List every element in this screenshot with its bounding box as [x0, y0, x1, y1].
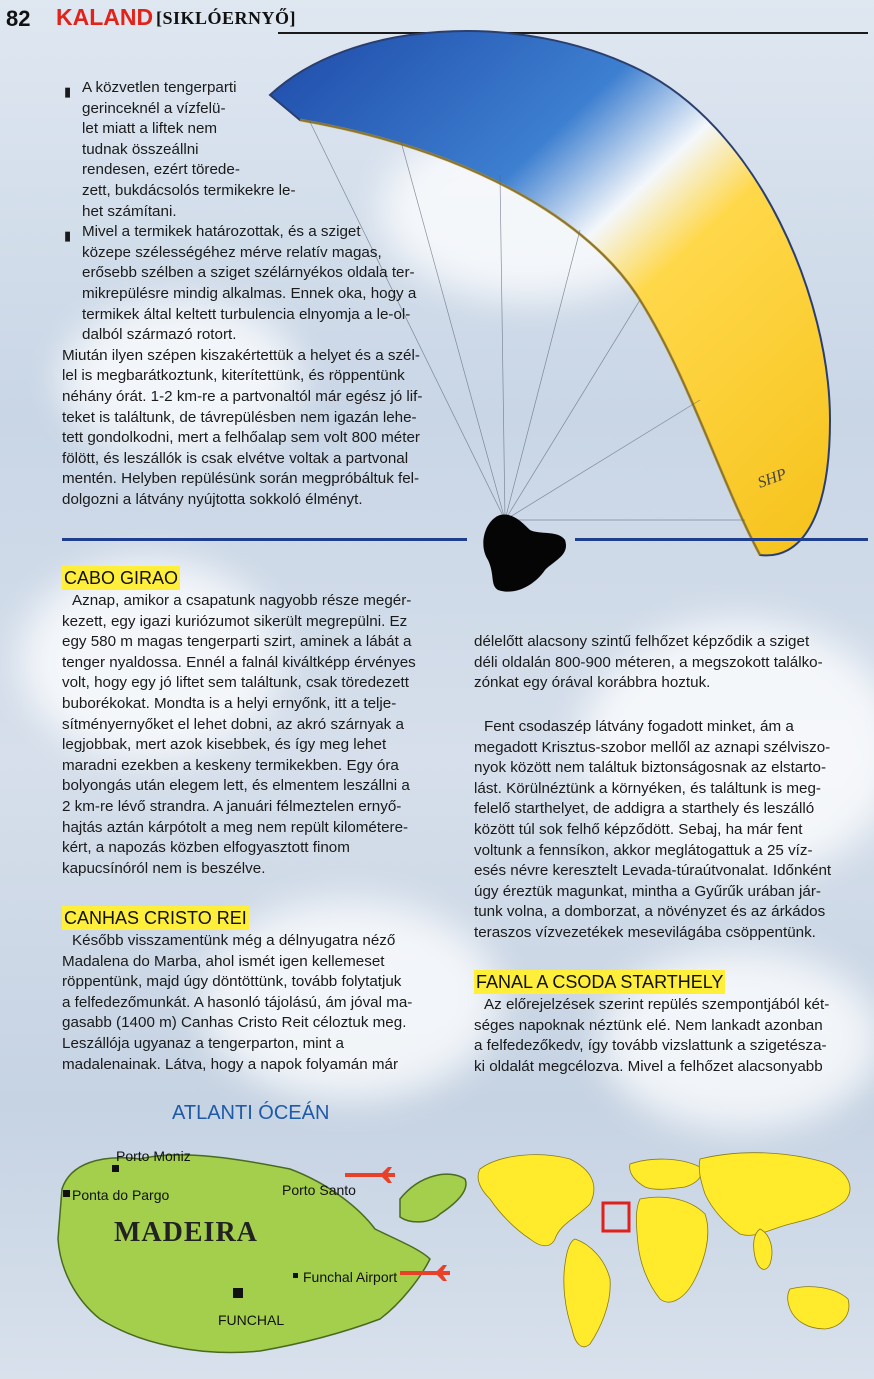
- text-line: esés névre keresztelt Levada-túraútvonalat. Időnként: [474, 862, 832, 880]
- city-marker: [233, 1288, 243, 1298]
- heading-canhas-cristo-rei: CANHAS CRISTO REI: [64, 908, 247, 928]
- divider-rule-right: [575, 538, 868, 541]
- text-line: voltunk a fennsíkon, akkor meglátogattuk a 25 víz-: [474, 841, 813, 859]
- madeira-location-marker: [603, 1203, 629, 1231]
- text-line: mentén. Helyben repülésünk során megpróbáltuk fel-: [62, 470, 420, 488]
- text-line: tett gondolkodni, mert a felhőalap sem volt 800 méter: [62, 429, 420, 447]
- bullet-line: gerinceknél a vízfelü-: [82, 99, 226, 117]
- page-number: 82: [6, 6, 31, 31]
- text-line: Fent csodaszép látvány fogadott minket, ám a: [484, 718, 794, 735]
- text-line: Leszállója ugyanaz a tengerparton, mint a: [62, 1034, 344, 1052]
- divider-rule-left: [62, 538, 467, 541]
- text-line: maradni ezekben a keskeny termikekben. Egy óra: [62, 756, 399, 774]
- porto-santo-island: [400, 1174, 466, 1222]
- airplane-icon: [345, 1167, 395, 1183]
- text-line: Később visszamentünk még a délnyugatra néző: [72, 932, 396, 949]
- text-line: kapucsínóról nem is beszélve.: [62, 859, 266, 877]
- intro-bullet-1: [62, 78, 482, 222]
- map-island-label: MADEIRA: [114, 1217, 258, 1248]
- text-line: sítményernyőket el lehet dobni, az akró szárnyak a: [62, 715, 404, 733]
- text-line: zónkat egy órával korábbra hoztuk.: [474, 674, 711, 692]
- text-line: a felfedezőmunkát. A hasonló tájolású, ám jóval ma-: [62, 993, 413, 1011]
- text-line: bolyongás után elegem lett, és elmentem leszállni a: [62, 777, 410, 795]
- label-porto-moniz: Porto Moniz: [116, 1148, 191, 1164]
- text-line: 2 km-re lévő strandra. A januári félmeztelen ernyő-: [62, 797, 402, 815]
- bullet-line: let miatt a liftek nem: [82, 120, 218, 138]
- text-line: nyok között nem találtuk biztonságosnak az elstarto-: [474, 759, 827, 777]
- intro-paragraph: [62, 346, 482, 511]
- text-line: tunk volna, a domborzat, a növényzet és az árkádos: [474, 903, 826, 921]
- right-para-3: [474, 995, 869, 1077]
- text-line: egy 580 m magas tengerparti szirt, aminek a lábát a: [62, 633, 412, 651]
- bullet-line: Mivel a termikek határozottak, és a sziget: [82, 223, 361, 241]
- text-line: hajtás aztán kárpótolt a meg nem repült kilométere-: [62, 818, 409, 836]
- bullet-line: mikrepülésre mindig alkalmas. Ennek oka, hogy a: [82, 284, 417, 302]
- heading-cabo-girao: CABO GIRAO: [64, 568, 179, 588]
- town-marker: [63, 1190, 70, 1197]
- bullet-icon: ▮: [64, 228, 72, 244]
- bullet-line: zett, bukdácsolós termikekre le-: [82, 181, 296, 199]
- map-ocean-label: ATLANTI ÓCEÁN: [172, 1102, 330, 1124]
- town-marker: [293, 1273, 298, 1278]
- label-funchal-airport: Funchal Airport: [303, 1269, 398, 1285]
- bullet-line: rendesen, ezért törede-: [82, 161, 240, 179]
- text-line: kezett, egy igazi kuriózumot sikerült megrepülni. Ez: [62, 612, 408, 630]
- bullet-line: közepe szélességéhez mérve relatív magas,: [82, 243, 382, 261]
- text-line: Az előrejelzések szerint repülés szempontjából két-: [484, 996, 830, 1013]
- text-line: madalenainak. Látva, hogy a napok folyamán már: [62, 1055, 399, 1073]
- right-para-2: [474, 717, 869, 944]
- section-subtitle: [SIKLÓERNYŐ]: [156, 8, 297, 28]
- text-line: lel is megbarátkoztunk, kiterítettünk, és röppentünk: [62, 367, 405, 385]
- text-line: tenger nyaldossa. Ennél a falnál kiváltképp érvényes: [62, 653, 416, 671]
- text-line: megadott Krisztus-szobor mellől az aznapi szélviszo-: [474, 738, 831, 756]
- label-funchal: FUNCHAL: [218, 1312, 285, 1328]
- bullet-line: dalból származó rotort.: [82, 326, 237, 344]
- text-line: déli oldalán 800-900 méteren, a megszokott találko-: [474, 653, 823, 671]
- text-line: teket is találtunk, de távrepülésben nem igazán lehe-: [62, 408, 417, 426]
- bullet-line: erősebb szélben a sziget szélárnyékos oldala ter-: [82, 264, 415, 282]
- text-line: ki oldalát megcélozva. Mivel a felhőzet alacsonyabb: [474, 1057, 823, 1075]
- world-map: [478, 1153, 850, 1347]
- text-line: között túl sok felhő képződött. Sebaj, ha már fent: [474, 820, 803, 838]
- glider-logo: SHP: [755, 465, 789, 492]
- text-line: Miután ilyen szépen kiszakértettük a helyet és a szél-: [62, 346, 420, 364]
- text-line: kért, a napozás közben elfogyasztott finom: [62, 839, 350, 857]
- right-para-1: [474, 632, 869, 694]
- text-line: délelőtt alacsony szintű felhőzet képződik a sziget: [474, 633, 810, 650]
- text-line: röppentünk, majd úgy döntöttünk, tovább folytatjuk: [62, 973, 402, 991]
- text-line: a felfedezőkedv, így tovább vizslattunk a szigetésza-: [474, 1037, 827, 1055]
- bullet-icon: ▮: [64, 84, 72, 99]
- text-line: legjobbak, mert azok kisebbek, és így meg lehet: [62, 736, 387, 754]
- text-line: gasabb (1400 m) Canhas Cristo Reit céloztuk meg.: [62, 1014, 407, 1032]
- cabo-body: [62, 591, 462, 879]
- bullet-line: het számítani.: [82, 202, 177, 220]
- text-line: teraszos vízvezetékek mesevilágába csöppentünk.: [474, 923, 816, 941]
- section-title: KALAND: [56, 4, 154, 30]
- intro-block: [62, 78, 482, 510]
- text-line: Aznap, amikor a csapatunk nagyobb része megér-: [72, 592, 412, 609]
- text-line: volt, hogy egy jó liftet sem találtunk, csak töredezett: [62, 674, 409, 692]
- text-line: lást. Körülnéztünk a környéken, és találtunk is meg-: [474, 779, 821, 797]
- text-line: néhány órát. 1-2 km-re a partvonaltól már egész jó lif-: [62, 387, 423, 405]
- text-line: Madalena do Marba, ahol ismét igen kellemeset: [62, 952, 385, 970]
- intro-bullet-2: [62, 222, 482, 346]
- text-line: dolgozni a látvány nyújtotta sokkoló élményt.: [62, 490, 363, 508]
- heading-fanal: FANAL A CSODA STARTHELY: [476, 972, 724, 992]
- bullet-line: termikek által keltett turbulencia elnyomja a le-ol-: [82, 305, 411, 323]
- bullet-line: tudnak összeállni: [82, 140, 199, 158]
- text-line: buborékokat. Mondta is a helyi ernyőnk, itt a telje-: [62, 694, 397, 712]
- canhas-body: [62, 931, 462, 1075]
- town-marker: [112, 1165, 119, 1172]
- text-line: úgy éreztük magunkat, mintha a Gyűrűk urában jár-: [474, 882, 821, 900]
- text-line: séges napoknak néztünk elé. Nem lankadt azonban: [474, 1016, 823, 1034]
- text-line: fölött, és leszállók is csak elvétve voltak a partvonal: [62, 449, 409, 467]
- madeira-map: [0, 1129, 874, 1379]
- bullet-line: A közvetlen tengerparti: [82, 79, 237, 96]
- label-porto-santo: Porto Santo: [282, 1182, 356, 1198]
- label-ponta-do-pargo: Ponta do Pargo: [72, 1187, 170, 1203]
- text-line: felelő starthelyet, de addigra a starthely és leszálló: [474, 800, 815, 818]
- pilot-silhouette: [483, 514, 566, 591]
